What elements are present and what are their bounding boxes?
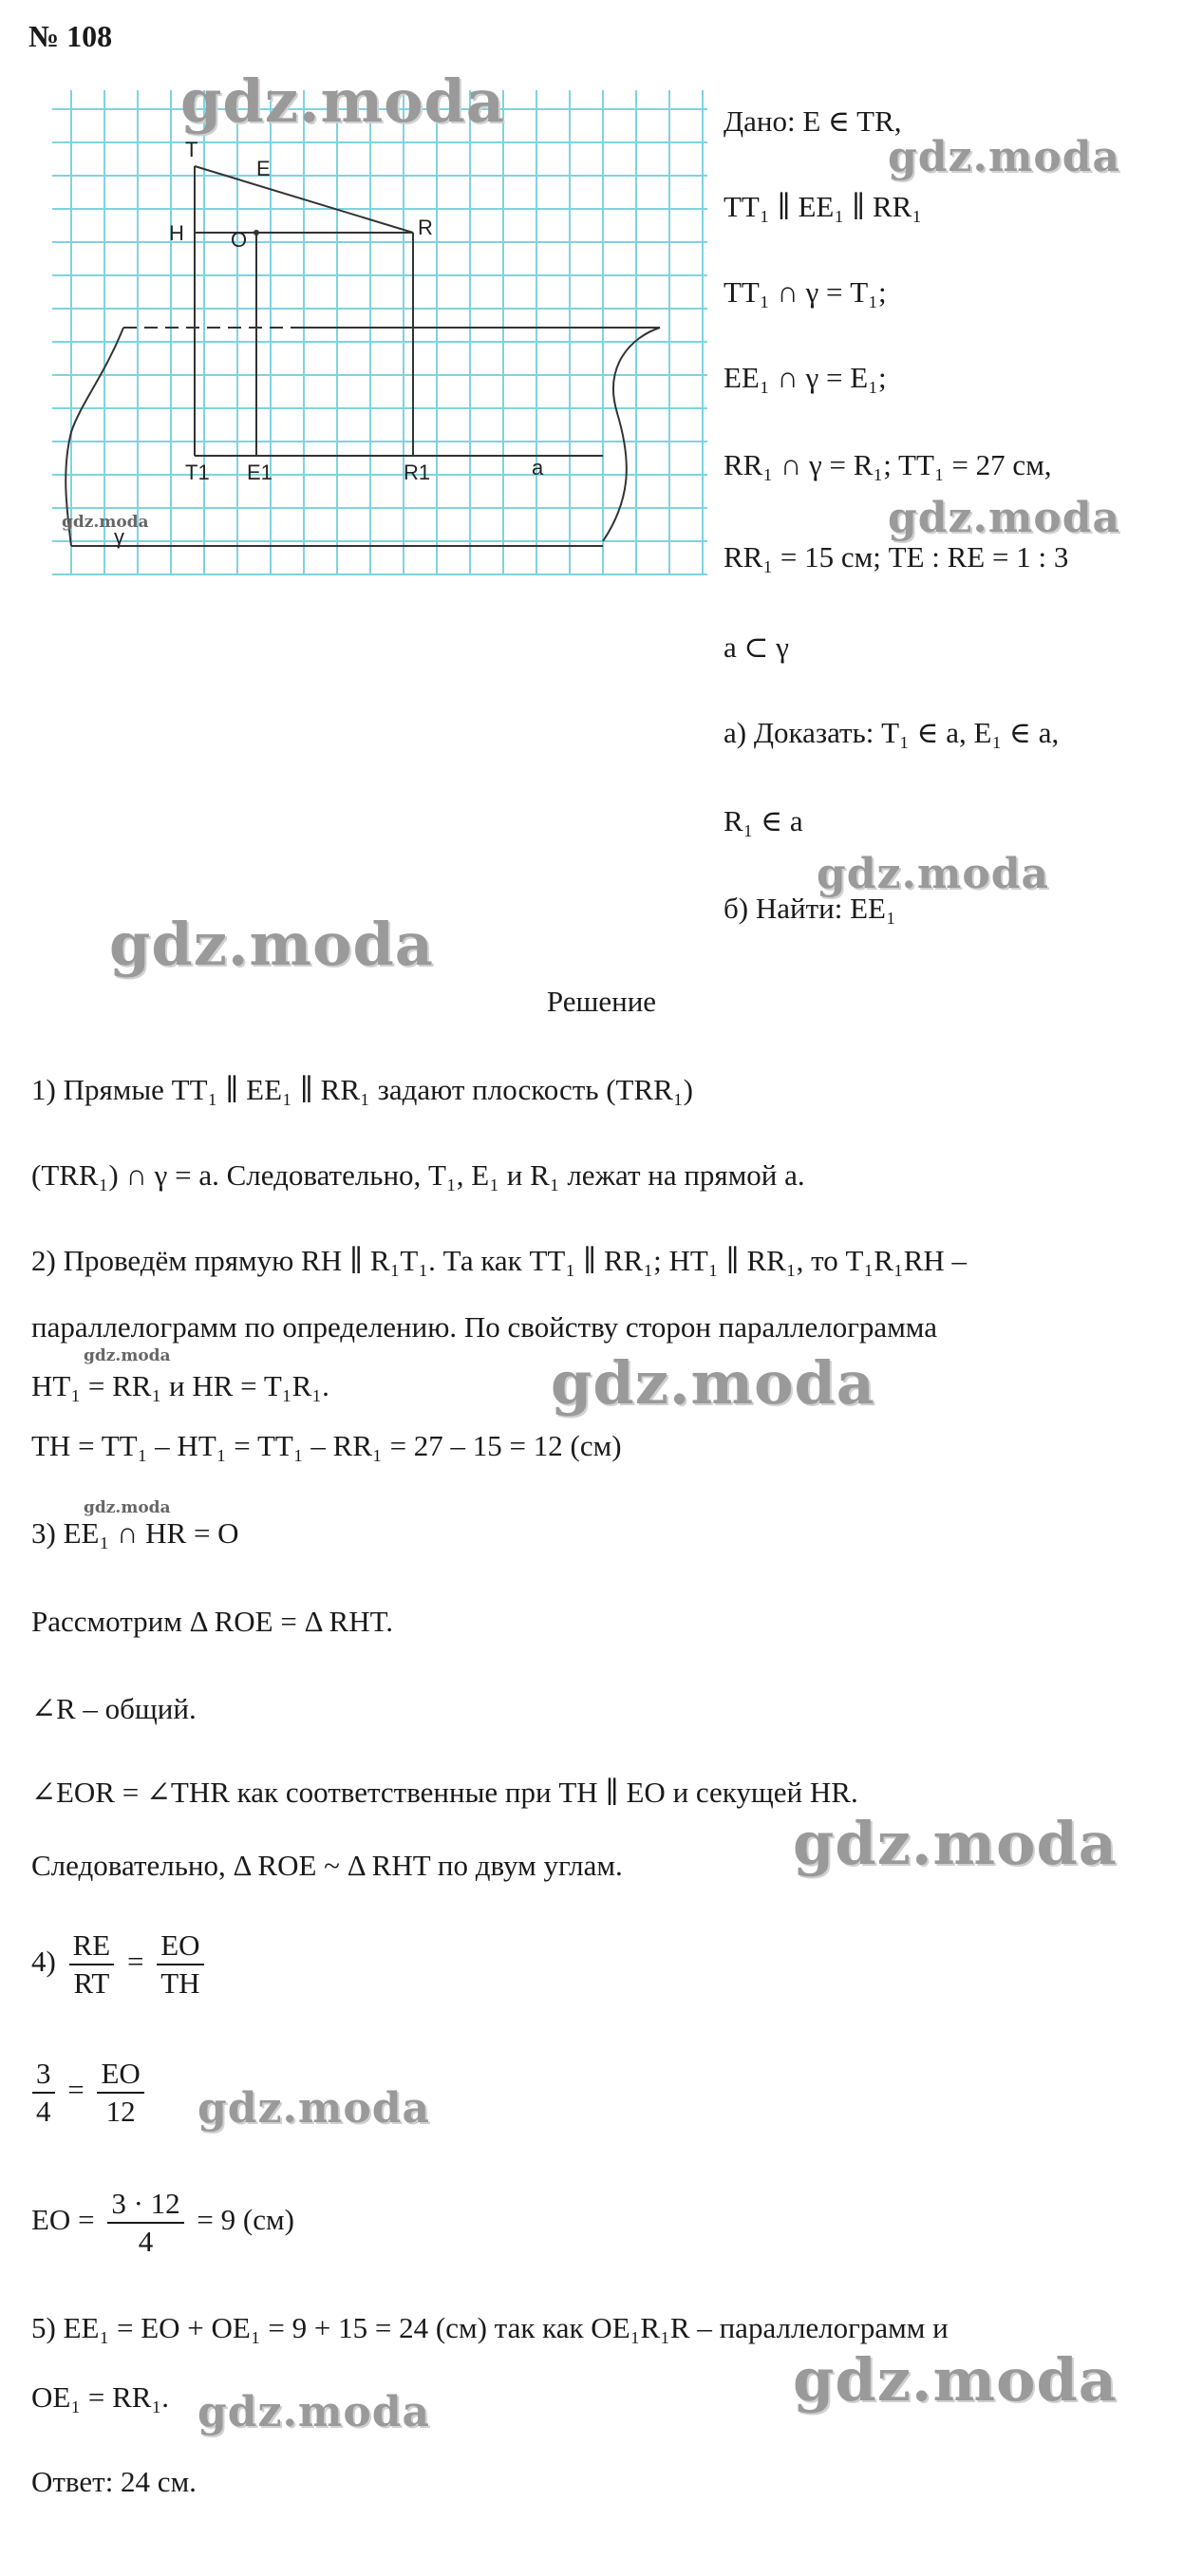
grid-paper (52, 90, 707, 574)
watermark: gdz.moda (793, 2345, 1118, 2415)
step-4-result: EO = $\frac{3 \cdot 12}{4}$ = 9 (см) (31, 2187, 294, 2258)
fraction-36-4: $\frac{3 \cdot 12}{4}$ (107, 2186, 183, 2260)
geometry-figure (52, 90, 707, 603)
watermark: gdz.moda (109, 910, 434, 979)
watermark: gdz.moda (62, 513, 149, 532)
answer: Ответ: 24 см. (31, 2465, 197, 2498)
given-line-6: RR₁ = 15 см; TE : RE = 1 : 3 (724, 540, 1069, 573)
given-line-4: EE₁ ∩ γ = E₁; (724, 361, 887, 394)
step-2a: 2) Проведём прямую RH ∥ R₁T₁. Та как TT₁ ∥ RR₁; HT₁ ∥ RR₁, то T₁R₁RH – (31, 1244, 968, 1277)
step-1b: (TRR₁) ∩ γ = a. Следовательно, T₁, E₁ и R₁ лежат на прямой a. (31, 1158, 805, 1192)
step-2b: параллелограмм по определению. По свойству сторон параллелограмма (31, 1310, 937, 1344)
fraction-re-rt: $\frac{RE}{RT}$ (69, 1927, 115, 2002)
step-4-ratio: 4) $\frac{RE}{RT}$ = $\frac{EO}{TH}$ (31, 1927, 210, 2002)
label-T: T (185, 138, 198, 161)
label-E: E (256, 157, 271, 180)
given-line-8: а) Доказать: T₁ ∈ a, E₁ ∈ a, (724, 716, 1060, 749)
label-E1: E1 (247, 461, 273, 484)
step-2c: HT₁ = RR₁ и HR = T₁R₁. (31, 1369, 329, 1402)
step-3d: ∠EOR = ∠THR как соответственные при TH ∥ EO и секущей HR. (31, 1776, 858, 1809)
watermark: gdz.moda (888, 133, 1121, 181)
problem-number: № 108 (28, 19, 113, 53)
label-H: H (169, 221, 184, 245)
step-2d: TH = TT₁ – HT₁ = TT₁ – RR₁ = 27 – 15 = 12 (см) (31, 1429, 622, 1462)
solution-title: Решение (546, 985, 657, 1018)
step-3c: ∠R – общий. (31, 1692, 197, 1725)
watermark: gdz.moda (84, 1498, 171, 1517)
given-line-5: RR₁ ∩ γ = R₁; TT₁ = 27 см, (724, 448, 1052, 481)
step-4-label: 4) (31, 1945, 56, 1979)
watermark: gdz.moda (551, 1348, 875, 1418)
label-R1: R1 (404, 461, 431, 484)
given-line-7: a ⊂ γ (724, 630, 789, 664)
label-O: O (231, 228, 248, 252)
watermark: gdz.moda (888, 494, 1121, 542)
step-1a: 1) Прямые TT₁ ∥ EE₁ ∥ RR₁ задают плоскость (TRR₁) (31, 1073, 693, 1106)
given-line-10: б) Найти: EE₁ (724, 892, 896, 925)
given-line-9: R₁ ∈ a (724, 804, 803, 837)
given-line-1: Дано: E ∈ TR, (724, 104, 902, 138)
watermark: gdz.moda (793, 1809, 1118, 1878)
watermark: gdz.moda (180, 66, 505, 136)
step-3a: 3) EE₁ ∩ HR = O (31, 1516, 239, 1550)
fraction-eo-th: $\frac{EO}{TH}$ (157, 1927, 203, 2002)
fraction-eo-12: $\frac{EO}{12}$ (97, 2056, 143, 2130)
fraction-3-4: $\frac{3}{4}$ (32, 2056, 55, 2130)
step-4-substituted: $\frac{3}{4}$ = $\frac{EO}{12}$ (27, 2056, 150, 2130)
given-line-3: TT₁ ∩ γ = T₁; (724, 275, 887, 309)
step-5b: OE₁ = RR₁. (31, 2380, 170, 2414)
label-T1: T1 (185, 461, 210, 484)
given-line-2: TT₁ ∥ EE₁ ∥ RR₁ (724, 190, 923, 223)
step-3b: Рассмотрим Δ ROE = Δ RHT. (31, 1605, 393, 1638)
watermark: gdz.moda (817, 850, 1050, 898)
step-5a: 5) EE₁ = EO + OE₁ = 9 + 15 = 24 (см) так как OE₁R₁R – параллелограмм и (31, 2311, 949, 2344)
step-3e: Следовательно, Δ ROE ~ Δ RHT по двум углам. (31, 1849, 623, 1882)
plane-gamma (66, 328, 660, 546)
label-gamma: γ (114, 525, 124, 549)
point-O (254, 230, 259, 235)
watermark: gdz.moda (197, 2084, 431, 2133)
label-a: a (532, 456, 544, 479)
watermark: gdz.moda (197, 2388, 431, 2436)
label-R: R (418, 216, 433, 239)
watermark: gdz.moda (84, 1346, 171, 1365)
